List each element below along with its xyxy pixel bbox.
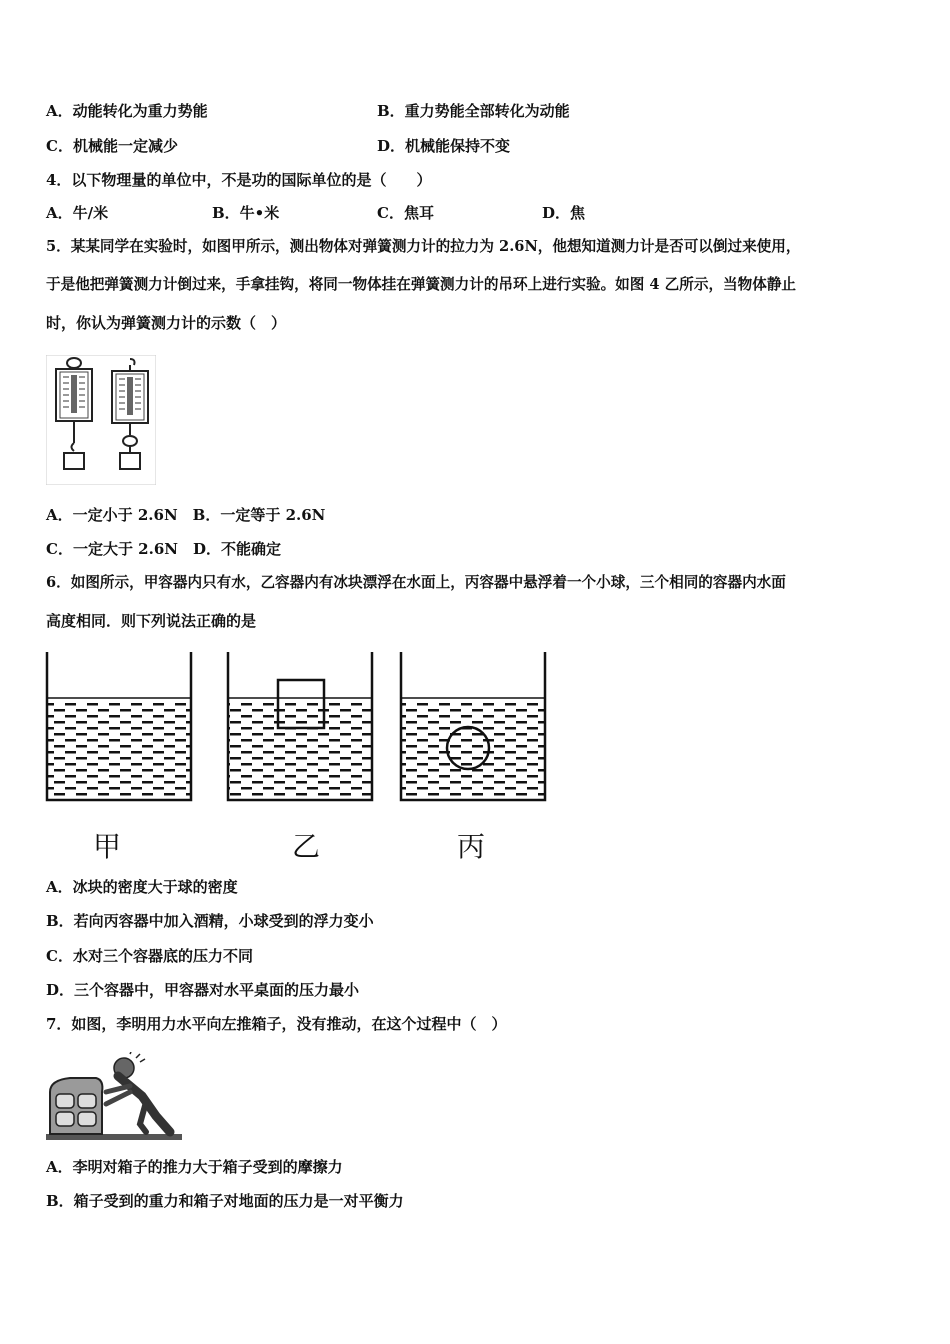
- spring-scale-right: [112, 359, 148, 469]
- q7-option-b: B．箱子受到的重力和箱子对地面的压力是一对平衡力: [46, 1192, 404, 1210]
- q5-stem-line1: 5．某某同学在实验时，如图甲所示，测出物体对弹簧测力计的拉力为 2.6N，他想知道测力计是否可以倒过来使用，: [46, 238, 801, 255]
- label-bing: 丙: [457, 830, 486, 863]
- box: [50, 1078, 102, 1134]
- q6-option-b: B．若向丙容器中加入酒精，小球受到的浮力变小: [46, 912, 374, 930]
- spring-scale-left: [56, 358, 92, 469]
- q3-option-b: B．重力势能全部转化为动能: [377, 102, 570, 120]
- q6-option-a: A．冰块的密度大于球的密度: [46, 878, 238, 896]
- person-pushing: [106, 1052, 170, 1132]
- q4-option-d: D．焦: [542, 204, 586, 222]
- q4-option-c: C．焦耳: [377, 204, 434, 222]
- pushing-box-figure: [46, 1052, 182, 1140]
- q5-options-line1: A．一定小于 2.6N B．一定等于 2.6N: [46, 506, 326, 524]
- containers-figure: [40, 650, 555, 810]
- container-yi: [228, 652, 372, 800]
- spring-scale-figure: [46, 355, 156, 485]
- q4-option-b: B．牛•米: [212, 204, 280, 222]
- q6-stem-line2: 高度相同．则下列说法正确的是: [46, 612, 257, 630]
- q4-option-a: A．牛/米: [46, 204, 109, 222]
- q3-option-d: D．机械能保持不变: [377, 137, 511, 155]
- q3-option-a: A．动能转化为重力势能: [46, 102, 208, 120]
- q6-option-d: D．三个容器中，甲容器对水平桌面的压力最小: [46, 981, 360, 999]
- q7-option-a: A．李明对箱子的推力大于箱子受到的摩擦力: [46, 1158, 343, 1176]
- q5-stem-line2: 于是他把弹簧测力计倒过来，手拿挂钩，将同一物体挂在弹簧测力计的吊环上进行实验。如图 4 乙所示，当物体静止: [46, 276, 797, 293]
- q5-stem-line3: 时，你认为弹簧测力计的示数（ ）: [46, 314, 287, 332]
- q7-stem: 7．如图，李明用力水平向左推箱子，没有推动，在这个过程中（ ）: [46, 1015, 507, 1033]
- q6-option-c: C．水对三个容器底的压力不同: [46, 947, 253, 965]
- q3-option-c: C．机械能一定减少: [46, 137, 178, 155]
- container-bing: [401, 652, 545, 800]
- q6-stem-line1: 6．如图所示，甲容器内只有水，乙容器内有冰块漂浮在水面上，丙容器中悬浮着一个小球，三个相同的容器内水面: [46, 574, 786, 591]
- container-jia: [47, 652, 191, 800]
- q4-stem: 4．以下物理量的单位中，不是功的国际单位的是（ ）: [46, 171, 432, 189]
- q5-options-line2: C．一定大于 2.6N D．不能确定: [46, 540, 281, 558]
- label-jia: 甲: [93, 830, 122, 863]
- label-yi: 乙: [292, 830, 321, 863]
